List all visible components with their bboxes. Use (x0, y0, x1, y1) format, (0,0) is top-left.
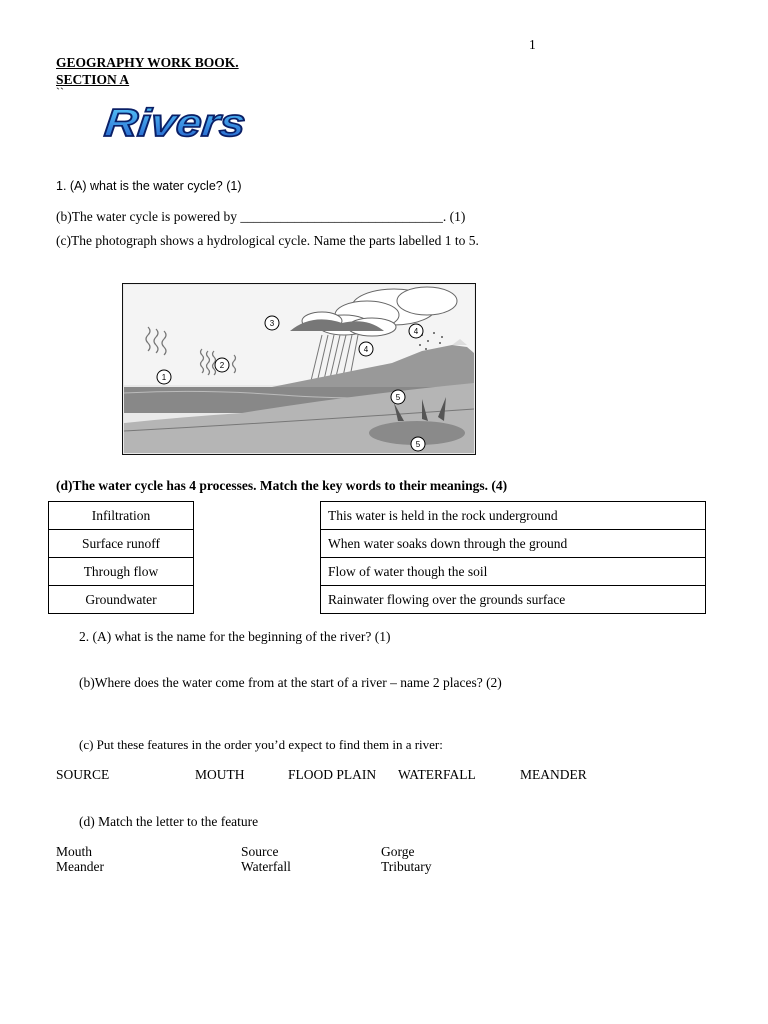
feature-waterfall: WATERFALL (398, 767, 476, 782)
logo-text: Rivers (102, 101, 248, 146)
keyword-cell: Surface runoff (49, 530, 194, 558)
feature-mouth: MOUTH (195, 767, 245, 782)
keyword-cell: Infiltration (49, 502, 194, 530)
meaning-cell: This water is held in the rock underground (321, 502, 706, 530)
match-tributary: Tributary (381, 859, 432, 874)
label-2: 2 (219, 361, 225, 370)
label-3: 3 (269, 319, 275, 328)
label-1: 1 (161, 373, 167, 382)
keywords-table (48, 501, 194, 614)
q1b-text: (b)The water cycle is powered by ______________________________. (1) (56, 209, 466, 224)
q2d-text: (d) Match the letter to the feature (79, 814, 259, 829)
label-4b: 4 (363, 345, 369, 354)
keyword-cell: Groundwater (49, 586, 194, 614)
page-number: 1 (529, 37, 536, 52)
label-5a: 5 (395, 393, 401, 402)
section-heading: SECTION A (56, 72, 130, 87)
q1a-text: 1. (A) what is the water cycle? (1) (56, 179, 242, 193)
meanings-table (320, 501, 706, 614)
match-waterfall: Waterfall (241, 859, 291, 874)
feature-meander: MEANDER (520, 767, 587, 782)
feature-flood-plain: FLOOD PLAIN (288, 767, 377, 782)
label-4a: 4 (413, 327, 419, 336)
stray-backticks: `` (56, 85, 64, 99)
match-gorge: Gorge (381, 844, 415, 859)
q1c-text: (c)The photograph shows a hydrological cycle. Name the parts labelled 1 to 5. (56, 233, 479, 248)
keyword-cell: Through flow (49, 558, 194, 586)
meaning-cell: Rainwater flowing over the grounds surface (321, 586, 706, 614)
rivers-logo (100, 92, 320, 152)
q2a-text: 2. (A) what is the name for the beginning of the river? (1) (79, 629, 391, 644)
water-cycle-diagram (122, 283, 476, 455)
meaning-cell: When water soaks down through the ground (321, 530, 706, 558)
q2b-text: (b)Where does the water come from at the start of a river – name 2 places? (2) (79, 675, 502, 690)
feature-source: SOURCE (56, 767, 110, 782)
workbook-title: GEOGRAPHY WORK BOOK. (56, 55, 239, 70)
label-5b: 5 (415, 440, 421, 449)
meaning-cell: Flow of water though the soil (321, 558, 706, 586)
match-source: Source (241, 844, 279, 859)
match-mouth: Mouth (56, 844, 93, 859)
q2c-text: (c) Put these features in the order you’d expect to find them in a river: (79, 737, 443, 752)
q1d-text: (d)The water cycle has 4 processes. Match the key words to their meanings. (4) (56, 478, 508, 493)
match-meander: Meander (56, 859, 104, 874)
